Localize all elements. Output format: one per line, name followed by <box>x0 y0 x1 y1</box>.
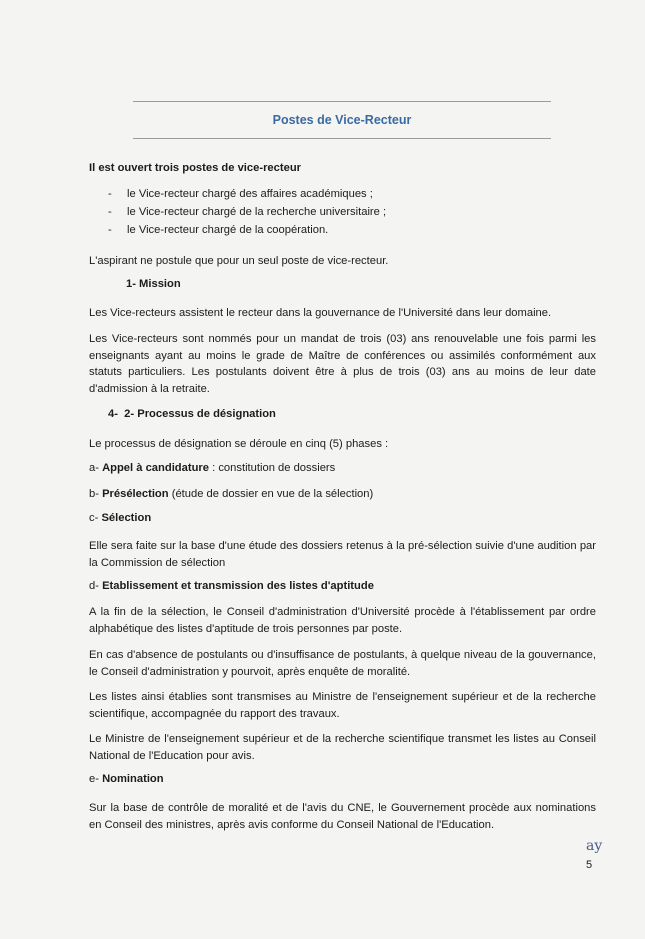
process-heading: 4- 2- Processus de désignation <box>108 408 276 420</box>
top-rule <box>133 101 551 102</box>
heading-number: 4- <box>108 408 118 420</box>
bottom-rule <box>133 138 551 139</box>
phase-d-paragraph: Le Ministre de l'enseignement supérieur et de la recherche scientifique transmet les listes au Conseil National de l'Education pour avis. <box>89 733 596 762</box>
phase-d-paragraph: A la fin de la sélection, le Conseil d'administration d'Université procède à l'établissement par ordre alphabétique des listes d'aptitude de trois personnes par poste. <box>89 606 596 635</box>
bullet-dash: - <box>108 206 112 218</box>
handwritten-initials: ay <box>586 838 603 854</box>
list-item: le Vice-recteur chargé de la recherche universitaire ; <box>127 206 387 218</box>
bullet-dash: - <box>108 188 112 200</box>
phase-e-paragraph: Sur la base de contrôle de moralité et de l'avis du CNE, le Gouvernement procède aux nominations en Conseil des ministres, après avis conforme du Conseil National de l'Education. <box>89 802 596 831</box>
phase-c-paragraph: Elle sera faite sur la base d'une étude des dossiers retenus à la pré-sélection suivie d'une audition par la Commission de sélection <box>89 540 596 569</box>
page-title: Postes de Vice-Recteur <box>272 113 412 127</box>
phase-d: d- Etablissement et transmission des listes d'aptitude <box>89 580 374 592</box>
phase-d-paragraph: Les listes ainsi établies sont transmises au Ministre de l'enseignement supérieur et de la recherche scientifique, accompagnée du rapport des travaux. <box>89 691 596 720</box>
mission-paragraph: Les Vice-recteurs assistent le recteur dans la gouvernance de l'Université dans leur domaine. <box>89 307 552 319</box>
phase-c: c- Sélection <box>89 512 152 524</box>
phase-b: b- Présélection (étude de dossier en vue de la sélection) <box>89 488 374 500</box>
phase-e: e- Nomination <box>89 773 164 785</box>
mission-heading: 1- Mission <box>126 278 181 290</box>
intro-note: L'aspirant ne postule que pour un seul poste de vice-recteur. <box>89 255 389 267</box>
list-item: le Vice-recteur chargé de la coopération. <box>127 224 329 236</box>
intro-heading: Il est ouvert trois postes de vice-recteur <box>89 162 302 174</box>
bullet-dash: - <box>108 224 112 236</box>
process-intro: Le processus de désignation se déroule en cinq (5) phases : <box>89 438 389 450</box>
phase-a: a- Appel à candidature : constitution de dossiers <box>89 462 336 474</box>
page-number: 5 <box>586 859 593 871</box>
mission-paragraph: Les Vice-recteurs sont nommés pour un mandat de trois (03) ans renouvelable une fois parmi les enseignants ayant au moins le grade de Maître de conférences ou assimilés conformément aux statuts particuliers. Les postulants doivent être à plus de trois (03) ans au moins de leur date d'admission à la retraite. <box>89 333 596 395</box>
phase-d-paragraph: En cas d'absence de postulants ou d'insuffisance de postulants, à quelque niveau de la gouvernance, le Conseil d'administration y pourvoit, après enquête de moralité. <box>89 649 596 678</box>
list-item: le Vice-recteur chargé des affaires académiques ; <box>127 188 373 200</box>
